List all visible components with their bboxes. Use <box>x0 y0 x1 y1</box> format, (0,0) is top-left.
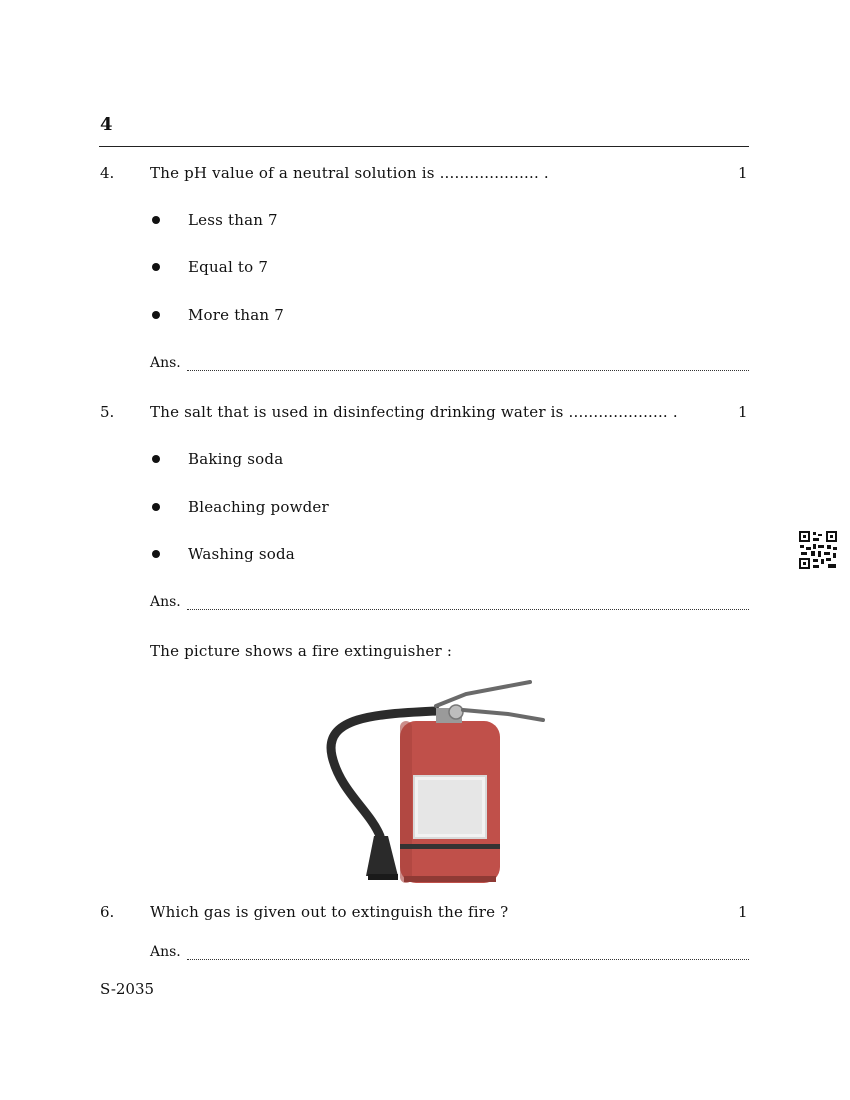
question-4-option-3: More than 7 <box>188 306 285 324</box>
question-4-answer-line[interactable] <box>187 370 749 371</box>
question-4-number: 4. <box>100 164 115 182</box>
bullet-icon <box>152 503 160 511</box>
question-5-option-3: Washing soda <box>188 545 295 563</box>
paper-code: S-2035 <box>100 980 155 998</box>
question-4-option-2: Equal to 7 <box>188 258 269 276</box>
picture-intro-text: The picture shows a fire extinguisher : <box>150 642 453 660</box>
question-4-option-1: Less than 7 <box>188 211 278 229</box>
question-4-text: The pH value of a neutral solution is .................... . <box>150 164 549 182</box>
question-6-marks: 1 <box>738 903 748 921</box>
bullet-icon <box>152 263 160 271</box>
question-5-text: The salt that is used in disinfecting drinking water is .................... . <box>150 403 678 421</box>
question-6-answer-label: Ans. <box>150 944 181 960</box>
question-5-option-1: Baking soda <box>188 450 284 468</box>
question-4-answer-label: Ans. <box>150 355 181 371</box>
bullet-icon <box>152 311 160 319</box>
fire-extinguisher-image <box>318 676 550 888</box>
question-5-answer-line[interactable] <box>187 609 749 610</box>
question-5-number: 5. <box>100 403 115 421</box>
bullet-icon <box>152 550 160 558</box>
question-5-marks: 1 <box>738 403 748 421</box>
bullet-icon <box>152 455 160 463</box>
question-6-number: 6. <box>100 903 115 921</box>
page-number: 4 <box>100 114 113 135</box>
question-5-answer-label: Ans. <box>150 594 181 610</box>
question-6-answer-line[interactable] <box>187 959 749 960</box>
bullet-icon <box>152 216 160 224</box>
question-6-text: Which gas is given out to extinguish the fire ? <box>150 903 509 921</box>
header-rule <box>99 146 749 147</box>
qr-code-icon <box>798 530 838 570</box>
question-4-marks: 1 <box>738 164 748 182</box>
question-5-option-2: Bleaching powder <box>188 498 329 516</box>
